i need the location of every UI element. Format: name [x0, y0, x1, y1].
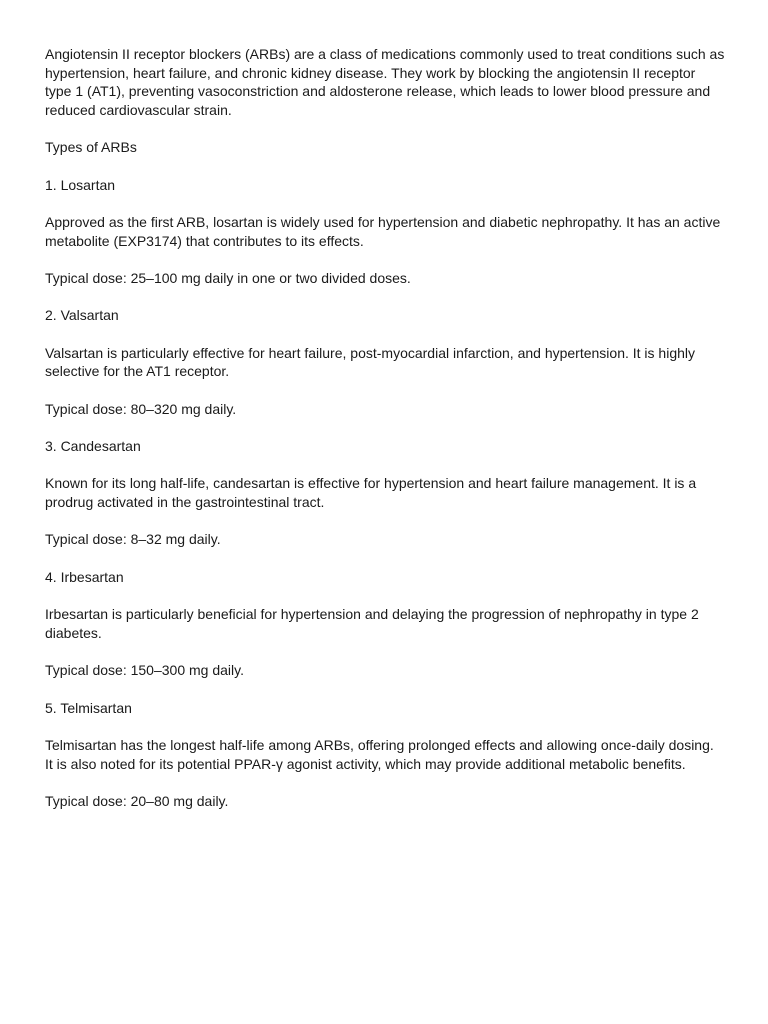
drug-heading: 2. Valsartan — [45, 307, 119, 324]
drug-section-irbesartan — [45, 568, 725, 680]
drug-dose: Typical dose: 80–320 mg daily. — [45, 400, 237, 417]
drug-heading: 1. Losartan — [45, 176, 116, 193]
drug-section-valsartan — [45, 306, 725, 418]
drug-description: Telmisartan has the longest half-life among ARBs, offering prolonged effects and allowing once-daily dosing. It is also noted for its potential PPAR-γ agonist activity, which may provide additional metabolic benefits. — [45, 737, 714, 772]
drug-heading: 3. Candesartan — [45, 438, 141, 455]
drug-section-telmisartan — [45, 699, 725, 811]
drug-heading: 4. Irbesartan — [45, 568, 124, 585]
drug-description: Valsartan is particularly effective for heart failure, post-myocardial infarction, and hypertension. It is highly selective for the AT1 receptor. — [45, 344, 696, 380]
drug-dose: Typical dose: 25–100 mg daily in one or two divided doses. — [45, 269, 411, 286]
drug-section-losartan — [45, 176, 725, 288]
drug-heading: 5. Telmisartan — [45, 699, 132, 716]
drug-dose: Typical dose: 150–300 mg daily. — [45, 662, 244, 679]
drug-section-candesartan — [45, 437, 725, 549]
intro-paragraph: Angiotensin II receptor blockers (ARBs) are a class of medications commonly used to treat conditions such as hypertension, heart failure, and chronic kidney disease. They work by blocking the angiotensin II receptor type 1 (AT1), preventing vasoconstriction and aldosterone release, which leads to lower blood pressure and reduced cardiovascular strain. — [45, 46, 725, 118]
drug-dose: Typical dose: 8–32 mg daily. — [45, 531, 221, 548]
types-heading: Types of ARBs — [45, 139, 137, 156]
drug-dose: Typical dose: 20–80 mg daily. — [45, 793, 229, 809]
drug-description: Known for its long half-life, candesartan is effective for hypertension and heart failure management. It is a prodrug activated in the gastrointestinal tract. — [45, 475, 697, 511]
drug-description: Approved as the first ARB, losartan is widely used for hypertension and diabetic nephropathy. It has an active metabolite (EXP3174) that contributes to its effects. — [45, 213, 721, 249]
drug-description: Irbesartan is particularly beneficial for hypertension and delaying the progression of nephropathy in type 2 diabetes. — [45, 606, 699, 641]
document-page — [45, 45, 725, 829]
